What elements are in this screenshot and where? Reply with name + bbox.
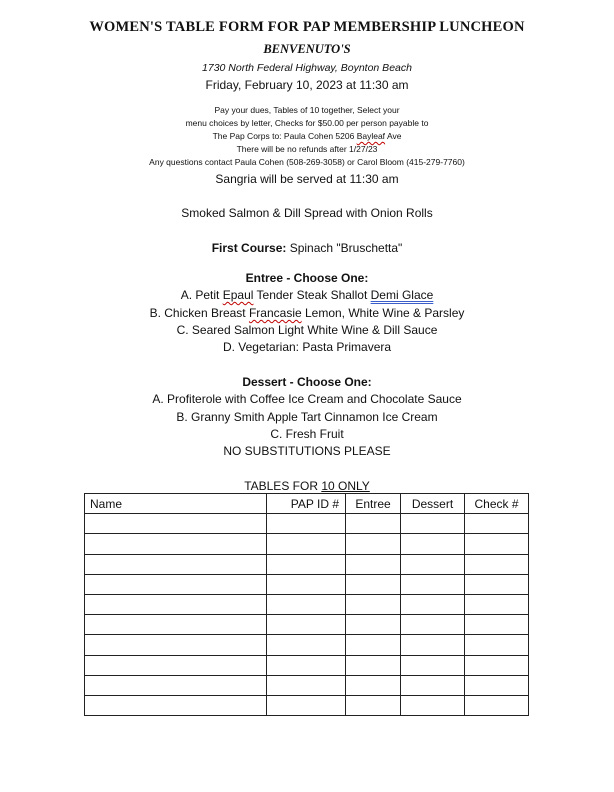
pap-id-cell[interactable] [267,675,346,695]
pap-id-cell[interactable] [267,534,346,554]
misspelled-word: Bayleaf [356,131,386,141]
entree-option-d: D. Vegetarian: Pasta Primavera [222,340,392,354]
table-body [85,514,529,716]
first-course-label: First Course: [211,241,287,255]
instructions-line-3-suffix: Ave [385,131,402,141]
tables-note-limit: 10 ONLY [321,479,370,493]
dessert-cell[interactable] [401,635,465,655]
dessert-cell[interactable] [401,695,465,715]
entree-option-a-middle: Tender Steak Shallot [253,288,371,302]
entree-option-b [0,306,614,320]
check-cell[interactable] [465,655,529,675]
event-date: Friday, February 10, 2023 at 11:30 am [205,78,409,92]
dessert-cell[interactable] [401,675,465,695]
column-header-name: Name [85,494,267,514]
venue-address: 1730 North Federal Highway, Boynton Beach [202,62,412,74]
name-cell[interactable] [85,635,267,655]
entree-cell[interactable] [346,695,401,715]
first-course-line [0,241,614,255]
dessert-option-a: A. Profiterole with Coffee Ice Cream and Chocolate Sauce [152,392,462,406]
signup-table [84,493,529,716]
entree-cell[interactable] [346,635,401,655]
dessert-cell[interactable] [401,534,465,554]
check-cell[interactable] [465,695,529,715]
dessert-cell[interactable] [401,655,465,675]
entree-cell[interactable] [346,615,401,635]
table-row [85,655,529,675]
entree-option-a-prefix: A. Petit [180,288,223,302]
pap-id-cell[interactable] [267,554,346,574]
entree-heading: Entree - Choose One: [245,271,369,285]
misspelled-word: Francasie [248,306,302,320]
entree-cell[interactable] [346,655,401,675]
entree-cell[interactable] [346,514,401,534]
no-substitutions-note: NO SUBSTITUTIONS PLEASE [223,444,391,458]
entree-option-c: C. Seared Salmon Light White Wine & Dill Sauce [176,323,438,337]
entree-option-b-suffix: Lemon, White Wine & Parsley [301,306,465,320]
column-header-dessert: Dessert [401,494,465,514]
pap-id-cell[interactable] [267,594,346,614]
instructions-line-3-prefix: The Pap Corps to: Paula Cohen 5206 [212,131,357,141]
tables-note [0,479,614,493]
table-row [85,695,529,715]
table-row [85,514,529,534]
name-cell[interactable] [85,514,267,534]
check-cell[interactable] [465,534,529,554]
name-cell[interactable] [85,534,267,554]
column-header-entree: Entree [346,494,401,514]
appetizer-line: Smoked Salmon & Dill Spread with Onion Rolls [181,206,433,220]
check-cell[interactable] [465,574,529,594]
check-cell[interactable] [465,594,529,614]
dessert-cell[interactable] [401,514,465,534]
table-row [85,574,529,594]
table-row [85,594,529,614]
instructions-line-4: There will be no refunds after 1/27/23 [236,144,378,154]
dessert-cell[interactable] [401,574,465,594]
pap-id-cell[interactable] [267,574,346,594]
check-cell[interactable] [465,514,529,534]
grammar-flag-word: Demi Glace [370,288,434,302]
name-cell[interactable] [85,655,267,675]
name-cell[interactable] [85,574,267,594]
instructions-line-3 [0,131,614,141]
table-row [85,554,529,574]
instructions-line-1: Pay your dues, Tables of 10 together, Select your [214,105,400,115]
dessert-option-b: B. Granny Smith Apple Tart Cinnamon Ice Cream [176,410,438,424]
form-title: WOMEN'S TABLE FORM FOR PAP MEMBERSHIP LUNCHEON [89,19,525,35]
pap-id-cell[interactable] [267,635,346,655]
sangria-note: Sangria will be served at 11:30 am [215,172,399,186]
check-cell[interactable] [465,635,529,655]
first-course-value: Spinach "Bruschetta" [286,241,403,255]
table-row [85,675,529,695]
table-row [85,615,529,635]
name-cell[interactable] [85,554,267,574]
check-cell[interactable] [465,554,529,574]
table-row [85,534,529,554]
venue-name: BENVENUTO'S [263,42,351,56]
name-cell[interactable] [85,695,267,715]
name-cell[interactable] [85,615,267,635]
pap-id-cell[interactable] [267,615,346,635]
pap-id-cell[interactable] [267,514,346,534]
tables-note-prefix: TABLES FOR [244,479,322,493]
entree-cell[interactable] [346,594,401,614]
table-row [85,635,529,655]
entree-option-a [0,288,614,302]
dessert-cell[interactable] [401,615,465,635]
table-header-row [85,494,529,514]
instructions-line-5: Any questions contact Paula Cohen (508-269-3058) or Carol Bloom (415-279-7760) [149,157,465,167]
name-cell[interactable] [85,594,267,614]
check-cell[interactable] [465,615,529,635]
column-header-pap-id: PAP ID # [267,494,346,514]
dessert-cell[interactable] [401,554,465,574]
name-cell[interactable] [85,675,267,695]
entree-cell[interactable] [346,574,401,594]
column-header-check: Check # [465,494,529,514]
misspelled-word: Epaul [222,288,254,302]
check-cell[interactable] [465,675,529,695]
instructions-line-2: menu choices by letter, Checks for $50.00 per person payable to [185,118,429,128]
entree-cell[interactable] [346,534,401,554]
pap-id-cell[interactable] [267,655,346,675]
entree-cell[interactable] [346,554,401,574]
entree-cell[interactable] [346,675,401,695]
dessert-heading: Dessert - Choose One: [242,375,372,389]
dessert-cell[interactable] [401,594,465,614]
dessert-option-c: C. Fresh Fruit [270,427,344,441]
pap-id-cell[interactable] [267,695,346,715]
entree-option-b-prefix: B. Chicken Breast [149,306,249,320]
